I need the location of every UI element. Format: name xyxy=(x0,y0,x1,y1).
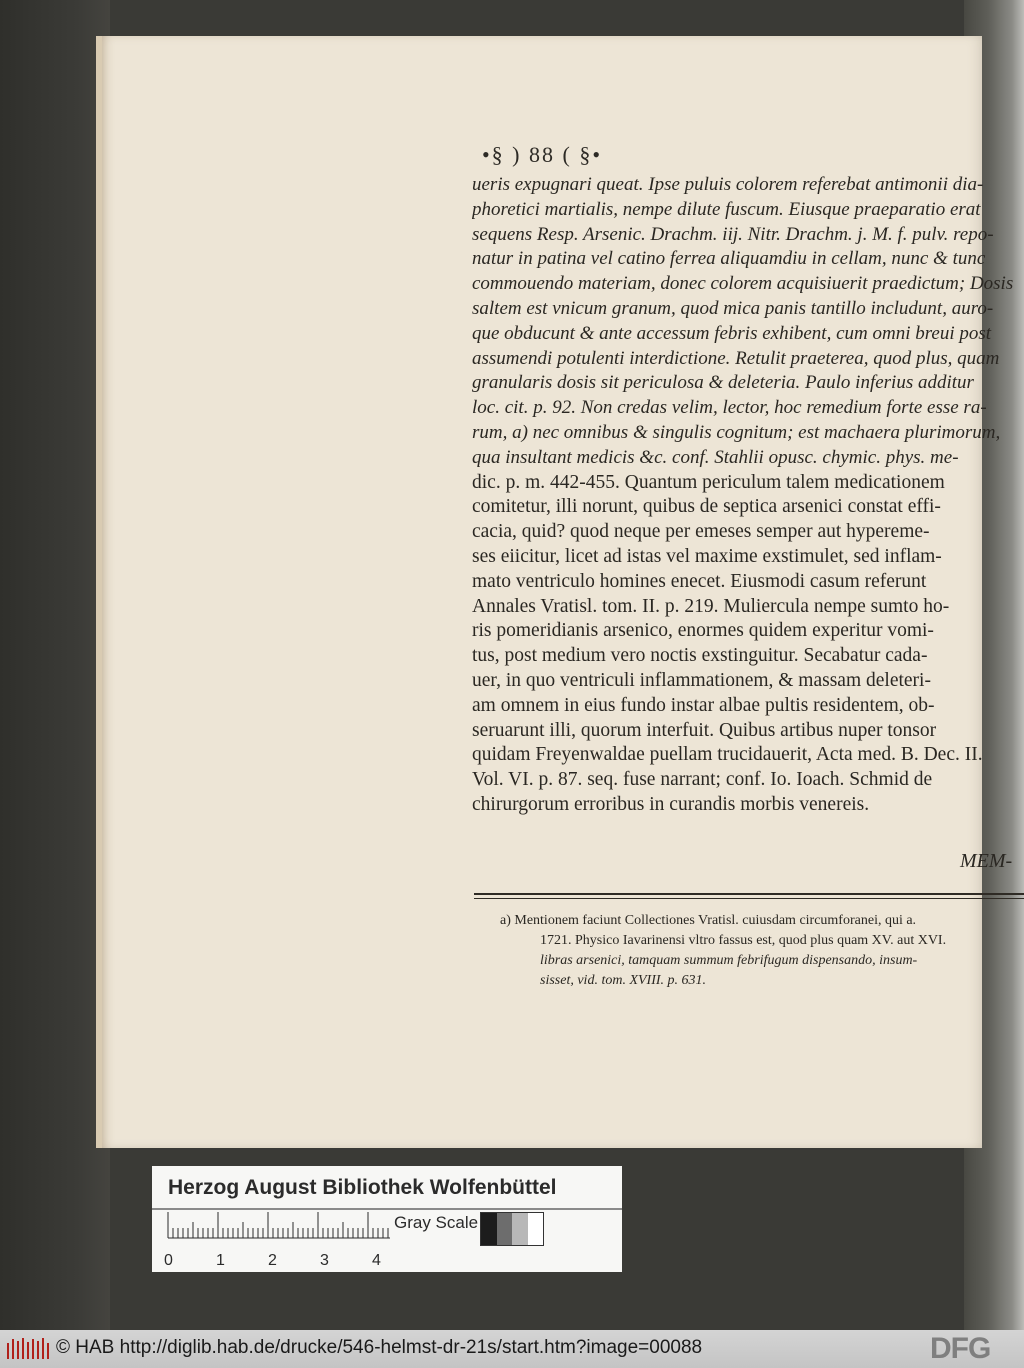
footer-bar xyxy=(0,1330,1024,1368)
ruler-icon xyxy=(164,1212,394,1252)
gray-swatch xyxy=(512,1213,528,1245)
text-line: ris pomeridianis arsenico, enormes quidem experitur vomi- xyxy=(472,620,934,642)
library-name: Herzog August Bibliothek Wolfenbüttel xyxy=(168,1176,557,1199)
text-line: granularis dosis sit periculosa & deleteria. Paulo inferius additur xyxy=(472,372,974,394)
ruler-number: 1 xyxy=(216,1252,225,1269)
footnote-line: libras arsenici, tamquam summum febrifugum dispensando, insum- xyxy=(540,953,918,968)
label-divider xyxy=(152,1208,622,1210)
text-line: loc. cit. p. 92. Non credas velim, lector, hoc remedium forte esse ra- xyxy=(472,397,987,419)
text-line: saltem est vnicum granum, quod mica panis tantillo includunt, auro- xyxy=(472,297,994,319)
text-line: ses eiicitur, licet ad istas vel maxime exstimulet, sed inflam- xyxy=(472,545,942,567)
ruler-number: 4 xyxy=(372,1252,381,1269)
text-line: comitetur, illi norunt, quibus de septica arsenici constat effi- xyxy=(472,496,941,518)
text-line: sequens Resp. Arsenic. Drachm. iij. Nitr. Drachm. j. M. f. pulv. repo- xyxy=(472,223,994,245)
gray-swatch xyxy=(481,1213,497,1245)
library-label-card xyxy=(152,1166,622,1272)
text-line: phoretici martialis, nempe dilute fuscum. Eiusque praeparatio erat xyxy=(472,198,981,220)
footnote-rule xyxy=(474,893,1024,895)
text-line: quidam Freyenwaldae puellam trucidauerit, Acta med. B. Dec. II. xyxy=(472,744,983,766)
gray-scale-swatches xyxy=(480,1212,544,1246)
text-line: Vol. VI. p. 87. seq. fuse narrant; conf. Io. Ioach. Schmid de xyxy=(472,769,933,791)
text-line: rum, a) nec omnibus & singulis cognitum; est machaera plurimorum, xyxy=(472,421,1001,443)
ruler-number: 3 xyxy=(320,1252,329,1269)
body-text xyxy=(472,173,1024,818)
text-line: chirurgorum erroribus in curandis morbis venereis. xyxy=(472,793,870,815)
footnote-line: a) Mentionem faciunt Collectiones Vratisl. cuiusdam circumforanei, qui a. xyxy=(500,913,917,928)
text-line: cacia, quid? quod neque per emeses semper aut hypereme- xyxy=(472,521,930,543)
ruler-number: 2 xyxy=(268,1252,277,1269)
hab-logo-icon xyxy=(6,1337,50,1361)
gray-swatch xyxy=(528,1213,544,1245)
text-line: uer, in quo ventriculi inflammationem, & massam deleteri- xyxy=(472,669,931,691)
book-page xyxy=(96,36,1014,1148)
text-line: tus, post medium vero noctis exstinguitur. Secabatur cada- xyxy=(472,645,928,667)
text-line: mato ventriculo homines enecet. Eiusmodi casum referunt xyxy=(472,570,927,592)
text-line: ueris expugnari queat. Ipse puluis colorem referebat antimonii dia- xyxy=(472,174,984,195)
gray-swatch xyxy=(497,1213,513,1245)
page-header: •§ ) 88 ( §• xyxy=(481,142,603,167)
footnote-line: 1721. Physico Iavarinensi vltro fassus est, quod plus quam XV. aut XVI. xyxy=(540,933,947,948)
footnote-line: sisset, vid. tom. XVIII. p. 631. xyxy=(540,973,707,988)
dfg-logo: DFG xyxy=(930,1332,991,1365)
ruler-number: 0 xyxy=(164,1252,173,1269)
text-line: dic. p. m. 442-455. Quantum periculum talem medicationem xyxy=(472,471,945,493)
text-line: qua insultant medicis &c. conf. Stahlii opusc. chymic. phys. me- xyxy=(472,446,959,468)
copyright-url[interactable]: © HAB http://diglib.hab.de/drucke/546-helmst-dr-21s/start.htm?image=00088 xyxy=(56,1337,703,1358)
gray-scale-label: Gray Scale xyxy=(394,1213,479,1232)
footnote-rule-thin xyxy=(474,898,1024,899)
dark-background-left xyxy=(0,0,110,1330)
catchword: MEM- xyxy=(960,850,1013,872)
footnote xyxy=(500,911,1024,991)
text-line: commouendo materiam, donec colorem acquisiuerit praedictum; Dosis xyxy=(472,273,1014,295)
text-line: Annales Vratisl. tom. II. p. 219. Muliercula nempe sumto ho- xyxy=(472,595,950,617)
text-line: que obducunt & ante accessum febris exhibent, cum omni breui post xyxy=(472,322,992,344)
text-line: am omnem in eius fundo instar albae pultis residentem, ob- xyxy=(472,694,935,716)
text-line: natur in patina vel catino ferrea aliquamdiu in cellam, nunc & tunc xyxy=(472,248,986,270)
text-line: seruarunt illi, quorum interfuit. Quibus artibus nuper tonsor xyxy=(472,719,937,741)
text-line: assumendi potulenti interdictione. Retulit praeterea, quod plus, quam xyxy=(472,347,1000,369)
